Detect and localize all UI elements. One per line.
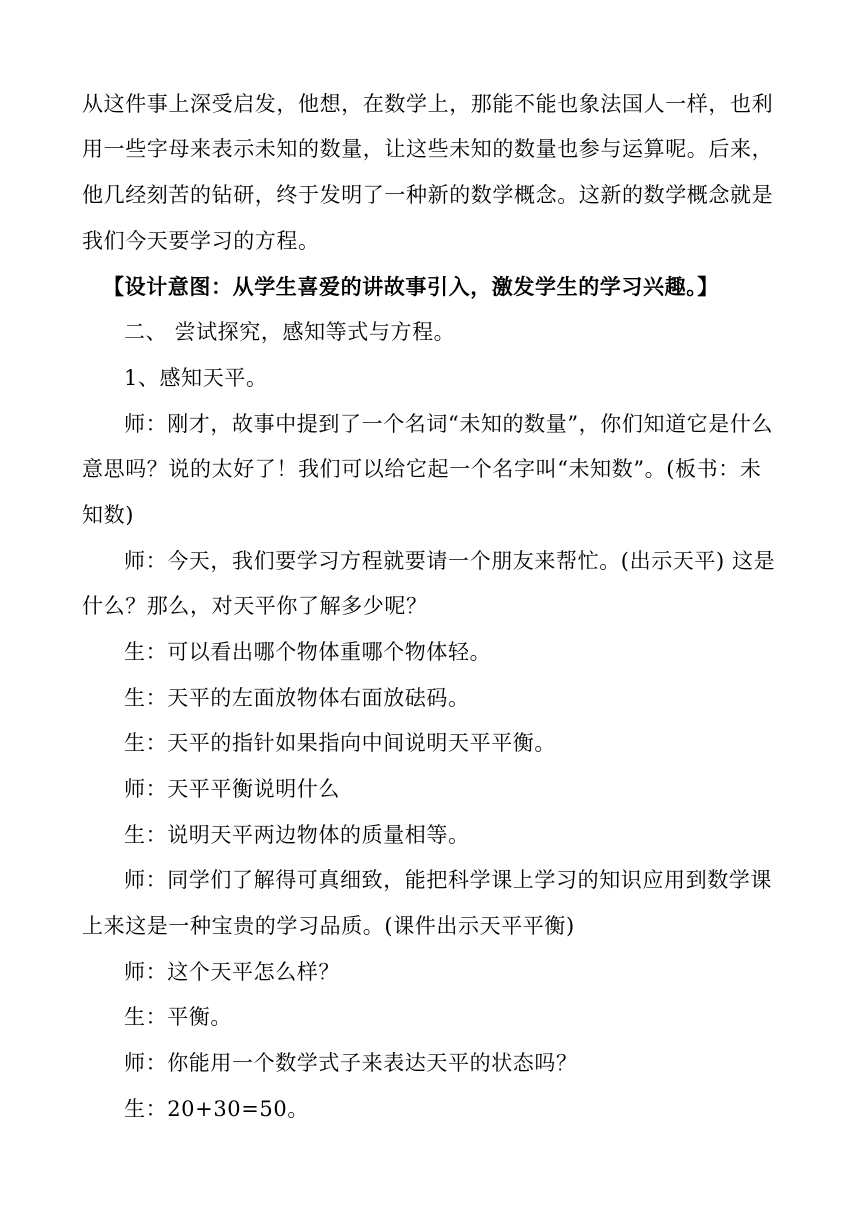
dialogue-line: 生：天平的指针如果指向中间说明天平平衡。 xyxy=(124,731,556,755)
dialogue-line: 师：刚才，故事中提到了一个名词“未知的数量”，你们知道它是什么 xyxy=(124,412,774,436)
dialogue-line: 生：说明天平两边物体的质量相等。 xyxy=(124,823,470,847)
design-intent-heading: 【设计意图：从学生喜爱的讲故事引入，激发学生的学习兴趣。】 xyxy=(103,274,719,299)
dialogue-line: 师：这个天平怎么样？ xyxy=(124,960,340,984)
paragraph-line: 用一些字母来表示未知的数量，让这些未知的数量也参与运算呢。后来， xyxy=(82,137,774,161)
dialogue-line: 师：你能用一个数学式子来表达天平的状态吗？ xyxy=(124,1051,578,1075)
dialogue-line: 知数) xyxy=(82,503,134,527)
paragraph-line: 他几经刻苦的钻研，终于发明了一种新的数学概念。这新的数学概念就是 xyxy=(82,183,774,207)
dialogue-line: 师：同学们了解得可真细致，能把科学课上学习的知识应用到数学课 xyxy=(124,868,772,892)
dialogue-line: 生：天平的左面放物体右面放砝码。 xyxy=(124,686,470,710)
dialogue-line: 什么？那么，对天平你了解多少呢？ xyxy=(82,594,428,618)
paragraph-line: 我们今天要学习的方程。 xyxy=(82,229,320,253)
dialogue-line: 生：平衡。 xyxy=(124,1005,232,1029)
section-heading: 二、 尝试探究，感知等式与方程。 xyxy=(124,320,456,344)
paragraph-line: 从这件事上深受启发，他想，在数学上，那能不能也象法国人一样，也利 xyxy=(82,92,774,116)
dialogue-line: 上来这是一种宝贵的学习品质。(课件出示天平平衡) xyxy=(82,914,575,938)
dialogue-line: 生：20+30=50。 xyxy=(124,1097,309,1121)
dialogue-line: 师：今天，我们要学习方程就要请一个朋友来帮忙。(出示天平) 这是 xyxy=(124,549,776,573)
dialogue-line: 生：可以看出哪个物体重哪个物体轻。 xyxy=(124,640,492,664)
dialogue-line: 师：天平平衡说明什么 xyxy=(124,777,340,801)
dialogue-line: 意思吗？说的太好了！我们可以给它起一个名字叫“未知数”。(板书：未 xyxy=(82,457,762,481)
subsection-heading: 1、感知天平。 xyxy=(124,366,268,390)
